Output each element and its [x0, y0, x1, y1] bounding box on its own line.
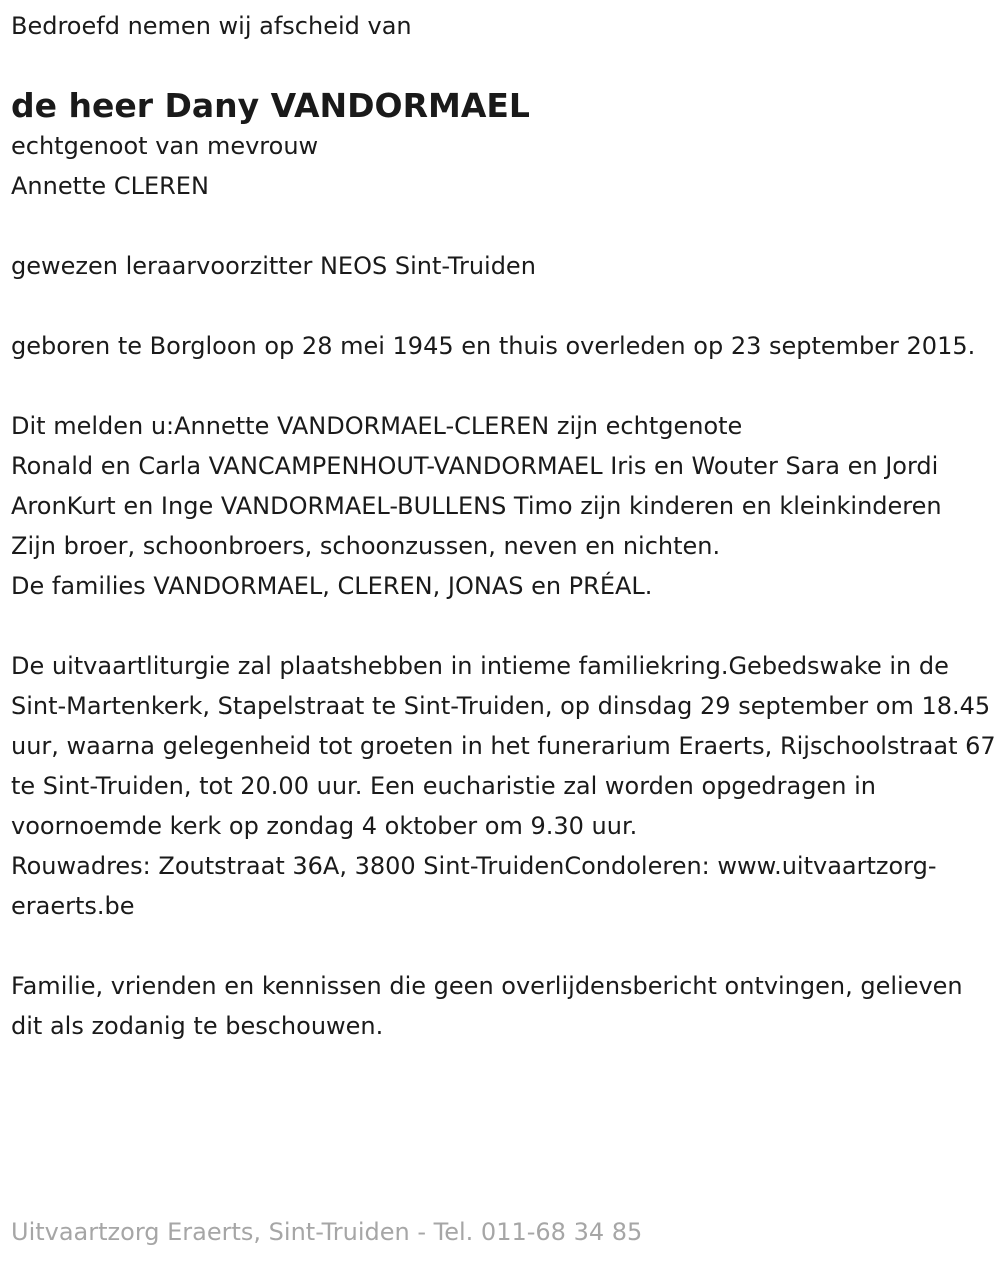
funeral-home-footer: Uitvaartzorg Eraerts, Sint-Truiden - Tel. 011-68 34 85 [11, 1218, 643, 1246]
family-announcement: Dit melden u:Annette VANDORMAEL-CLEREN zijn echtgenote [11, 412, 743, 440]
death-notice [11, 6, 996, 1046]
family-children: Ronald en Carla VANCAMPENHOUT-VANDORMAEL Iris en Wouter Sara en Jordi AronKurt en Inge VANDORMAEL-BULLENS Timo zijn kinderen en kleinkinderen [11, 452, 942, 520]
spouse-line-1: echtgenoot van mevrouw [11, 132, 319, 160]
mourning-address: Rouwadres: Zoutstraat 36A, 3800 Sint-TruidenCondoleren: www.uitvaartzorg-eraerts.be [11, 852, 937, 920]
family-names: De families VANDORMAEL, CLEREN, JONAS en PRÉAL. [11, 572, 653, 600]
ceremony-details: De uitvaartliturgie zal plaatshebben in intieme familiekring.Gebedswake in de Sint-Martenkerk, Stapelstraat te Sint-Truiden, op dinsdag 29 september om 18.45 uur, waarna gelegenheid tot groeten in het funerarium Eraerts, Rijschoolstraat 67 te Sint-Truiden, tot 20.00 uur. Een eucharistie zal worden opgedragen in voornoemde kerk op zondag 4 oktober om 9.30 uur. [11, 652, 996, 840]
family-siblings: Zijn broer, schoonbroers, schoonzussen, neven en nichten. [11, 532, 721, 560]
closing-text: Familie, vrienden en kennissen die geen overlijdensbericht ontvingen, gelieven dit als zodanig te beschouwen. [11, 972, 963, 1040]
spacer [11, 286, 996, 326]
intro-text: Bedroefd nemen wij afscheid van [11, 12, 412, 40]
former-role: gewezen leraarvoorzitter NEOS Sint-Truiden [11, 252, 536, 280]
birth-death-text: geboren te Borgloon op 28 mei 1945 en thuis overleden op 23 september 2015. [11, 332, 976, 360]
spacer [11, 366, 996, 406]
spacer [11, 606, 996, 646]
spacer [11, 926, 996, 966]
spacer [11, 206, 996, 246]
deceased-name: de heer Dany VANDORMAEL [11, 86, 530, 125]
spouse-line-2: Annette CLEREN [11, 172, 209, 200]
